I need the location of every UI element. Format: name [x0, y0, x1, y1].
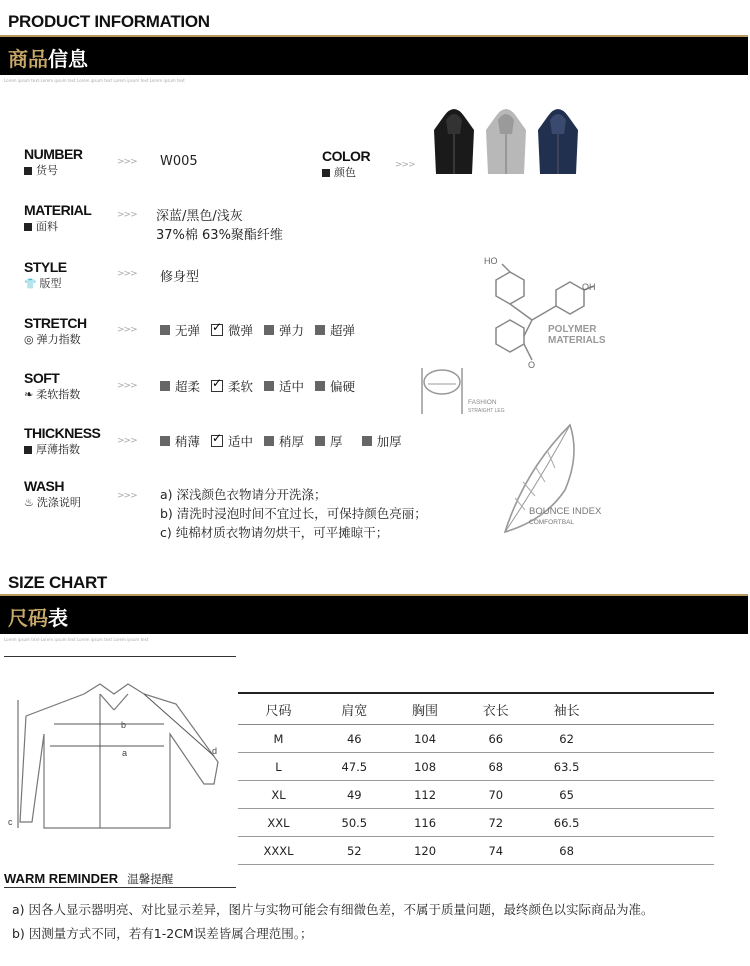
size-table-header-row	[238, 693, 714, 725]
diagram-label-a: a	[122, 748, 128, 758]
table-cell: XXL	[238, 809, 319, 837]
fashion-straight-leg-icon	[420, 362, 530, 417]
table-cell: 62	[531, 725, 602, 753]
shirt-icon: 👕	[24, 279, 37, 290]
size-header-cell: 袖长	[531, 693, 602, 725]
material-value-2: 37%棉 63%聚酯纤维	[156, 228, 283, 243]
thickness-options	[160, 432, 402, 450]
wash-icon: ♨	[24, 496, 34, 509]
stretch-option-3: 弹力	[279, 323, 305, 338]
soft-option-3: 适中	[279, 379, 305, 394]
size-divider	[4, 656, 236, 657]
wash-label-en: WASH	[24, 478, 64, 494]
soft-arrows: >>>	[117, 381, 137, 391]
stretch-options	[160, 321, 355, 339]
table-cell-spacer	[602, 781, 714, 809]
table-cell: 47.5	[319, 753, 390, 781]
table-cell: 52	[319, 837, 390, 865]
size-header-spacer	[602, 693, 714, 725]
wash-instructions	[160, 485, 427, 542]
thickness-option-box	[315, 436, 325, 446]
bounce-index-text: BOUNCE INDEX	[529, 506, 602, 517]
style-label-en: STYLE	[24, 259, 67, 275]
stretch-label-cn-row	[24, 331, 87, 347]
comfortbal-text: COMFORTBAL	[529, 519, 575, 526]
feather-small-icon: ❧	[24, 388, 34, 401]
jacket-black	[434, 109, 474, 174]
soft-options	[160, 377, 355, 395]
wash-label-cn-row	[24, 494, 81, 510]
table-row	[238, 753, 714, 781]
jacket-light-gray	[486, 109, 526, 174]
size-header-cell: 尺码	[238, 693, 319, 725]
thickness-label-cn-row	[24, 441, 100, 457]
stretch-label	[24, 315, 87, 347]
diagram-label-b: b	[121, 720, 127, 730]
number-label-cn: 货号	[36, 164, 58, 177]
table-cell-spacer	[602, 837, 714, 865]
table-cell: 68	[460, 753, 531, 781]
stretch-label-en: STRETCH	[24, 315, 87, 331]
thickness-option-box	[264, 436, 274, 446]
feather-icon	[485, 410, 625, 540]
size-header-cell: 衣长	[460, 693, 531, 725]
material-label-en: MATERIAL	[24, 202, 92, 218]
table-cell: 70	[460, 781, 531, 809]
square-icon	[24, 167, 32, 175]
product-section-title: PRODUCT INFORMATION	[8, 12, 210, 31]
table-row	[238, 781, 714, 809]
color-label-cn-row	[322, 164, 370, 180]
polymer-text: POLYMER	[548, 324, 597, 335]
reminder-line-2: b) 因测量方式不同，若有1-2CM误差皆属合理范围。；	[12, 926, 313, 941]
style-value: 修身型	[160, 270, 200, 285]
straight-leg-text: STRAIGHT LEG	[468, 408, 505, 414]
stretch-option-1: 无弹	[175, 323, 201, 338]
color-label	[322, 148, 370, 180]
materials-text: MATERIALS	[548, 335, 606, 346]
wash-label-cn: 洗涤说明	[36, 496, 81, 509]
soft-label-cn: 柔软指数	[36, 388, 81, 401]
table-cell: 120	[390, 837, 461, 865]
table-cell: 108	[390, 753, 461, 781]
soft-option-1: 超柔	[175, 379, 201, 394]
product-section-cn-1: 商品	[8, 47, 48, 71]
number-label-en: NUMBER	[24, 146, 83, 162]
material-arrows: >>>	[117, 210, 137, 220]
table-cell: L	[238, 753, 319, 781]
thickness-label-cn: 厚薄指数	[36, 443, 80, 456]
warm-reminder-cn: 温馨提醒	[127, 872, 174, 886]
reminder-divider	[4, 887, 236, 888]
soft-option-box	[160, 381, 170, 391]
thickness-option-box	[160, 436, 170, 446]
wash-line-2: b) 清洗时浸泡时间不宜过长，可保持颜色亮丽；	[160, 506, 427, 521]
table-cell: 104	[390, 725, 461, 753]
table-cell-spacer	[602, 809, 714, 837]
soft-option-box	[315, 381, 325, 391]
material-label-cn: 面料	[36, 220, 58, 233]
soft-label-en: SOFT	[24, 370, 60, 386]
size-section-cn-1: 尺码	[8, 606, 48, 630]
size-table	[238, 692, 714, 865]
size-section-cn-2: 表	[48, 606, 68, 630]
style-label	[24, 259, 67, 291]
table-cell: 68	[531, 837, 602, 865]
style-arrows: >>>	[117, 269, 137, 279]
thickness-option-2: 适中	[228, 434, 254, 449]
style-label-cn-row	[24, 275, 67, 291]
jacket-navy	[538, 109, 578, 174]
table-cell: 112	[390, 781, 461, 809]
thickness-option-3: 稍厚	[279, 434, 305, 449]
table-cell-spacer	[602, 753, 714, 781]
soft-label-cn-row	[24, 386, 80, 402]
size-header-cell: 肩宽	[319, 693, 390, 725]
soft-label	[24, 370, 80, 402]
number-arrows: >>>	[117, 157, 137, 167]
thickness-option-check	[211, 435, 223, 447]
table-row	[238, 837, 714, 865]
material-value-1: 深蓝/黑色/浅灰	[156, 209, 243, 224]
table-cell: 66.5	[531, 809, 602, 837]
reminder-line-1: a) 因各人显示器明亮、对比显示差异，图片与实物可能会有细微色差，不属于质量问题，最终颜色以实际商品为准。	[12, 902, 654, 917]
table-row	[238, 725, 714, 753]
table-cell: XL	[238, 781, 319, 809]
color-arrows: >>>	[395, 160, 415, 170]
stretch-option-check	[211, 324, 223, 336]
jacket-photos	[428, 100, 584, 176]
stretch-option-2: 微弹	[228, 323, 254, 338]
stretch-option-box	[315, 325, 325, 335]
number-label	[24, 146, 82, 178]
stretch-icon: ◎	[24, 333, 34, 346]
warm-reminder-title	[4, 868, 173, 887]
color-label-cn: 颜色	[334, 166, 356, 179]
table-cell: 63.5	[531, 753, 602, 781]
table-cell: 50.5	[319, 809, 390, 837]
table-cell-spacer	[602, 725, 714, 753]
wash-line-1: a) 深浅颜色衣物请分开洗涤；	[160, 487, 327, 502]
product-fine-print: Lorem ipsum text-Lorem ipsum text Lorem ipsum text Lorem ipsum text Lorem ipsum text	[4, 78, 185, 83]
size-header-cell: 胸围	[390, 693, 461, 725]
oh-label: OH	[582, 282, 596, 292]
material-label	[24, 202, 91, 234]
table-cell: 65	[531, 781, 602, 809]
table-cell: 66	[460, 725, 531, 753]
thickness-option-5: 加厚	[376, 434, 402, 449]
soft-option-2: 柔软	[228, 379, 254, 394]
size-section-bar	[0, 594, 748, 634]
table-row	[238, 809, 714, 837]
square-icon	[24, 223, 32, 231]
product-section-bar	[0, 35, 748, 75]
soft-option-4: 偏硬	[330, 379, 356, 394]
stretch-option-4: 超弹	[330, 323, 356, 338]
ho-label: HO	[484, 256, 498, 266]
style-label-cn: 版型	[39, 277, 62, 290]
number-value: W005	[160, 154, 198, 169]
table-cell: XXXL	[238, 837, 319, 865]
material-label-cn-row	[24, 218, 91, 234]
table-cell: 116	[390, 809, 461, 837]
square-icon	[24, 446, 32, 454]
table-cell: 74	[460, 837, 531, 865]
warm-reminder-en: WARM REMINDER	[4, 871, 119, 886]
table-cell: M	[238, 725, 319, 753]
thickness-option-box	[362, 436, 372, 446]
product-section-cn-2: 信息	[48, 47, 88, 71]
wash-arrows: >>>	[117, 491, 137, 501]
soft-option-box	[264, 381, 274, 391]
stretch-option-box	[160, 325, 170, 335]
thickness-option-4: 厚	[330, 434, 343, 449]
diagram-label-c: c	[8, 817, 13, 827]
shirt-measurement-diagram	[4, 672, 232, 837]
table-cell: 72	[460, 809, 531, 837]
fashion-text: FASHION	[468, 399, 497, 406]
wash-line-3: c) 纯棉材质衣物请勿烘干，可平摊晾干；	[160, 525, 389, 540]
stretch-option-box	[264, 325, 274, 335]
thickness-label-en: THICKNESS	[24, 425, 101, 441]
thickness-arrows: >>>	[117, 436, 137, 446]
size-section-title: SIZE CHART	[8, 573, 108, 592]
diagram-label-d: d	[212, 746, 218, 756]
thickness-option-1: 稍薄	[175, 434, 201, 449]
table-cell: 49	[319, 781, 390, 809]
size-fine-print: Lorem ipsum text-Lorem ipsum text Lorem ipsum text Lorem ipsum text	[4, 637, 149, 642]
number-label-cn-row	[24, 162, 82, 178]
color-label-en: COLOR	[322, 148, 371, 164]
polymer-molecule-icon	[470, 250, 630, 370]
wash-label	[24, 478, 81, 510]
stretch-arrows: >>>	[117, 325, 137, 335]
o-label: O	[528, 360, 536, 370]
soft-option-check	[211, 380, 223, 392]
stretch-label-cn: 弹力指数	[36, 333, 81, 346]
square-icon	[322, 169, 330, 177]
thickness-label	[24, 425, 100, 457]
table-cell: 46	[319, 725, 390, 753]
